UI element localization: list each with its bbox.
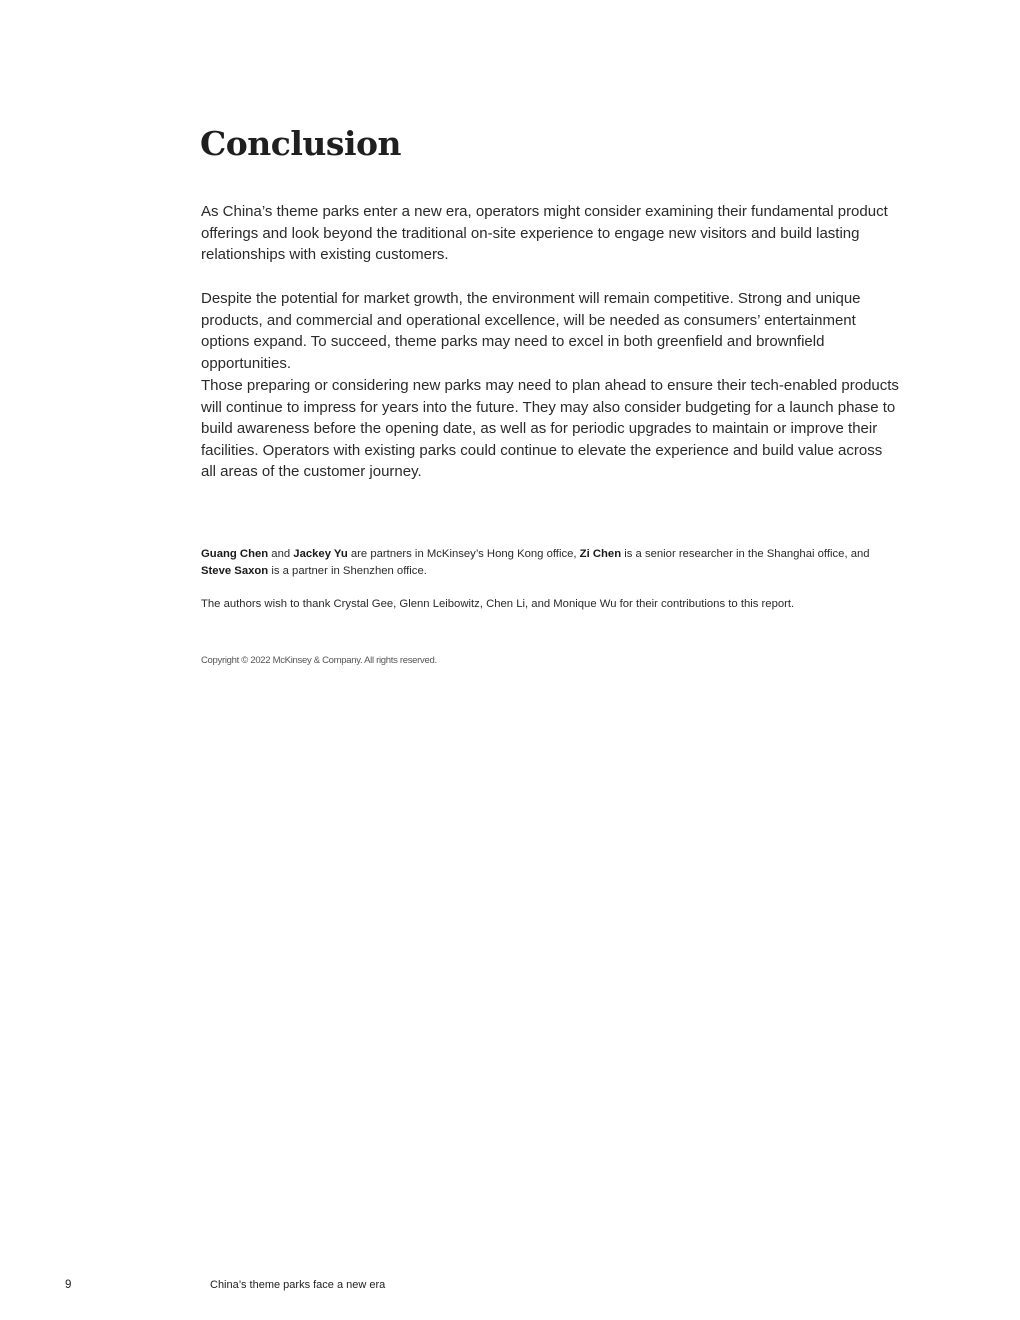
acknowledgements: The authors wish to thank Crystal Gee, Glenn Leibowitz, Chen Li, and Monique Wu for their contributions to this report. xyxy=(201,598,795,610)
byline-text: is a partner in Shenzhen office. xyxy=(268,565,427,577)
author-name: Guang Chen xyxy=(201,548,269,560)
byline-text: and xyxy=(268,548,294,560)
body-paragraph-1 xyxy=(201,201,901,266)
running-title: China’s theme parks face a new era xyxy=(210,1279,386,1291)
body-paragraph-2 xyxy=(201,288,901,374)
paragraph-text: Those preparing or considering new parks may need to plan ahead to ensure their tech-enabled products will continue to impress for years into the future. They may also consider budgeting for a launch phase to build awareness before the opening date, as well as for periodic upgrades to maintain or improve their facilities. Operators with existing parks could continue to elevate the experience and build value across all areas of the customer journey. xyxy=(201,377,899,481)
author-name: Steve Saxon xyxy=(201,565,269,577)
byline-text: is a senior researcher in the Shanghai office, and xyxy=(621,548,870,560)
paragraph-text: Despite the potential for market growth, the environment will remain competitive. Strong and unique products, and commercial and operational excellence, will be needed as consumers’ entertainment options expand. To succeed, theme parks may need to excel in both greenfield and brownfield opportunities. xyxy=(201,290,861,372)
page-number: 9 xyxy=(65,1279,72,1291)
page-title: Conclusion xyxy=(200,124,402,163)
byline-text: are partners in McKinsey’s Hong Kong office, xyxy=(347,548,580,560)
paragraph-text: As China’s theme parks enter a new era, operators might consider examining their fundamental product offerings and look beyond the traditional on-site experience to engage new visitors and build lasting relationships with existing customers. xyxy=(201,203,888,264)
author-byline xyxy=(201,546,891,580)
author-name: Zi Chen xyxy=(579,548,622,560)
copyright-notice: Copyright © 2022 McKinsey & Company. All rights reserved. xyxy=(201,655,437,666)
body-paragraph-3 xyxy=(201,375,901,483)
author-name: Jackey Yu xyxy=(293,548,348,560)
